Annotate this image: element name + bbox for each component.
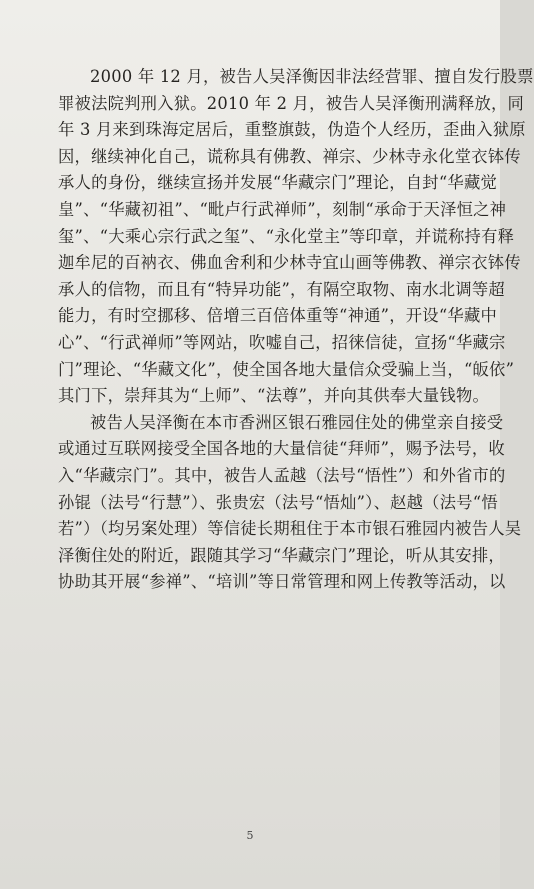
text-line: 或通过互联网接受全国各地的大量信徒“拜师”，赐予法号，收 <box>58 439 505 459</box>
text-line: 协助其开展“参禅”、“培训”等日常管理和网上传教等活动，以 <box>58 572 506 592</box>
text-line: 皇”、“华藏初祖”、“毗卢行武禅师”，刻制“承命于天泽恒之神 <box>58 199 507 219</box>
text-line: 2000 年 12 月，被告人吴泽衡因非法经营罪、擅自发行股票 <box>90 67 534 86</box>
text-line: 罪被法院判刑入狱。2010 年 2 月，被告人吴泽衡刑满释放，同 <box>58 93 525 113</box>
text-line: 年 3 月来到珠海定居后，重整旗鼓，伪造个人经历，歪曲入狱原 <box>58 120 526 140</box>
text-line: 迦牟尼的百衲衣、佛血舍利和少林寺宜山画等佛教、禅宗衣钵传 <box>58 253 521 273</box>
paragraph-2 <box>58 410 522 596</box>
text-line: 玺”、“大乘心宗行武之玺”、“永化堂主”等印章，并谎称持有释 <box>58 226 515 246</box>
text-line: 被告人吴泽衡在本市香洲区银石雅园住处的佛堂亲自接受 <box>90 412 504 432</box>
text-line: 孙锟（法号“行慧”）、张贵宏（法号“悟灿”）、赵越（法号“悟 <box>58 492 498 512</box>
text-line: 若”）（均另案处理）等信徒长期租住于本市银石雅园内被告人吴 <box>58 519 522 539</box>
paragraph-1 <box>58 64 534 410</box>
page-number: 5 <box>246 829 254 842</box>
text-line: 承人的信物，而且有“特异功能”，有隔空取物、南水北调等超 <box>58 279 505 299</box>
text-line: 能力，有时空挪移、倍增三百倍体重等“神通”，开设“华藏中 <box>58 306 498 326</box>
text-line: 心”、“行武禅师”等网站，吹嘘自己，招徕信徒，宣扬“华藏宗 <box>58 332 506 352</box>
text-line: 泽衡住处的附近，跟随其学习“华藏宗门”理论，听从其安排， <box>58 545 505 565</box>
text-line: 其门下，崇拜其为“上师”、“法尊”，并向其供奉大量钱物。 <box>58 386 490 406</box>
text-line: 承人的身份，继续宣扬并发展“华藏宗门”理论，自封“华藏觉 <box>58 173 498 193</box>
text-line: 因，继续神化自己，谎称具有佛教、禅宗、少林寺永化堂衣钵传 <box>58 146 521 166</box>
text-line: 入“华藏宗门”。其中，被告人孟越（法号“悟性”）和外省市的 <box>58 465 506 485</box>
text-line: 门”理论、“华藏文化”，使全国各地大量信众受骗上当，“皈依” <box>58 359 515 379</box>
document-body <box>58 64 534 596</box>
